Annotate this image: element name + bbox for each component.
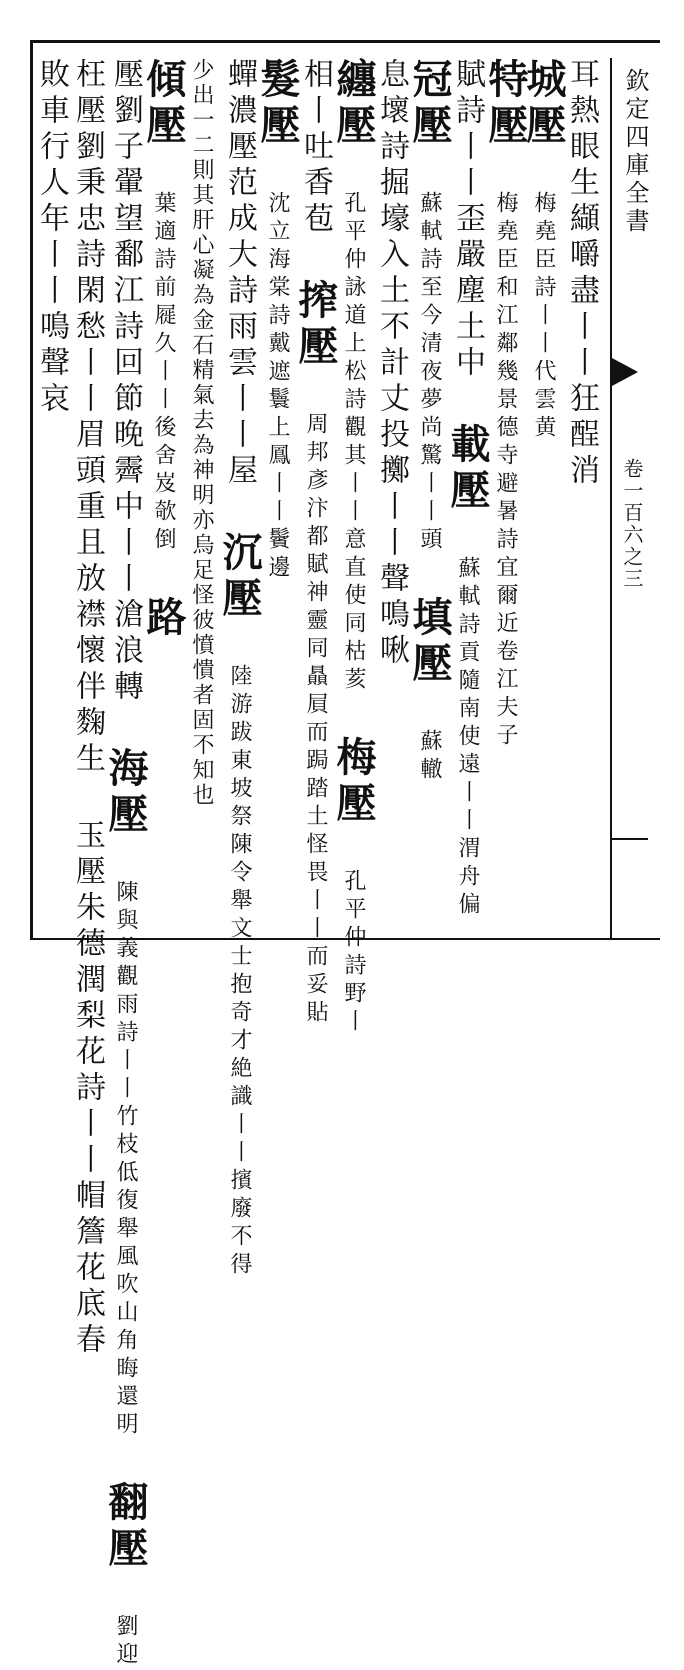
- text-column-10: [216, 58, 263, 1280]
- headword: 海壓: [102, 747, 149, 839]
- text-column-6: [374, 58, 409, 670]
- headword: 城壓: [520, 58, 567, 150]
- headword: 傾壓: [140, 58, 187, 150]
- text-column-5: [406, 58, 453, 785]
- chapter-label: 卷一百六之三: [620, 458, 644, 590]
- column-text: 玉壓朱德潤梨花詩丨丨帽簷花底春: [70, 819, 105, 1359]
- citation: 周邦彥汴都賦神靈同贔屓而跼踏土怪畏丨丨而妥貼: [303, 412, 328, 1028]
- margin-rule: [612, 838, 648, 840]
- column-text: 耳熱眼生纈嚼盡丨丨狂酲消: [564, 58, 599, 490]
- citation: 蘇軾詩貢隨南使遠丨丨渭舟偏: [455, 556, 480, 920]
- citation: 陳與義觀雨詩丨丨竹枝低復舉風吹山角晦還明: [113, 880, 138, 1440]
- column-text: 賦詩丨丨歪嚴塵土中: [450, 58, 485, 382]
- text-column-13: [102, 58, 149, 1670]
- text-column-11: [186, 58, 216, 808]
- column-text: 蟬濃壓范成大詩雨雲丨丨屋: [222, 58, 257, 490]
- citation: 蘇軾詩至今清夜夢尚驚丨丨頭: [417, 191, 442, 555]
- text-column-12: [140, 58, 187, 642]
- column-text: 枉壓劉秉忠詩閑愁丨丨眉頭重且放襟懷伴麴生: [70, 58, 105, 778]
- column-text: 息壞詩掘壕入土不計丈投擲丨丨聲鳴啾: [374, 58, 409, 670]
- citation: 沈立海棠詩戴遮鬟上鳳丨丨鬢邊: [265, 191, 290, 583]
- column-text: 敗車行人年丨丨鳴聲哀: [34, 58, 69, 418]
- citation: 蘇轍: [417, 729, 442, 785]
- text-column-1: [564, 58, 599, 490]
- text-column-9: [254, 58, 301, 583]
- text-column-2: [520, 58, 567, 443]
- text-column-14: [70, 58, 105, 1359]
- text-column-3: [482, 58, 529, 751]
- book-title: 欽定四庫全書: [621, 68, 649, 236]
- citation: 陸游跋東坡祭陳令舉文士抱奇才絶識丨丨擯廢不得: [227, 664, 252, 1280]
- text-column-7: [330, 58, 377, 1037]
- citation: 孔平仲詠道上松詩觀其丨丨意直使同枯荄: [341, 191, 366, 695]
- headword: 特壓: [482, 58, 529, 150]
- headword: 搾壓: [292, 279, 339, 371]
- fishtail-mark: [612, 358, 638, 386]
- citation: 孔平仲詩野丨: [341, 869, 366, 1037]
- column-text: 少出一二則其肝心凝為金石精氣去為神明亦烏足怪彼憤憒者固不知也: [189, 58, 214, 808]
- headword: 路: [140, 596, 187, 642]
- page-margin: [610, 58, 650, 938]
- text-column-15: [34, 58, 69, 418]
- headword: 填壓: [406, 596, 453, 688]
- headword: 髮壓: [254, 58, 301, 150]
- headword: 翻壓: [102, 1481, 149, 1573]
- column-text: 相丨吐香苞: [298, 58, 333, 238]
- headword: 纏壓: [330, 58, 377, 150]
- citation: 劉迎: [113, 1614, 138, 1670]
- headword: 載壓: [444, 423, 491, 515]
- headword: 冠壓: [406, 58, 453, 150]
- column-text: 壓劉子翬望鄱江詩回節晚霽中丨丨滄浪轉: [108, 58, 143, 706]
- citation: 梅堯臣和江鄰幾景德寺避暑詩宜爾近卷江夫子: [493, 191, 518, 751]
- headword: 梅壓: [330, 736, 377, 828]
- text-column-4: [444, 58, 491, 920]
- citation: 葉適詩前屣久丨丨後舍岌欹倒: [151, 191, 176, 555]
- text-column-8: [292, 58, 339, 1028]
- headword: 沉壓: [216, 531, 263, 623]
- citation: 梅堯臣詩丨丨代雲黄: [531, 191, 556, 443]
